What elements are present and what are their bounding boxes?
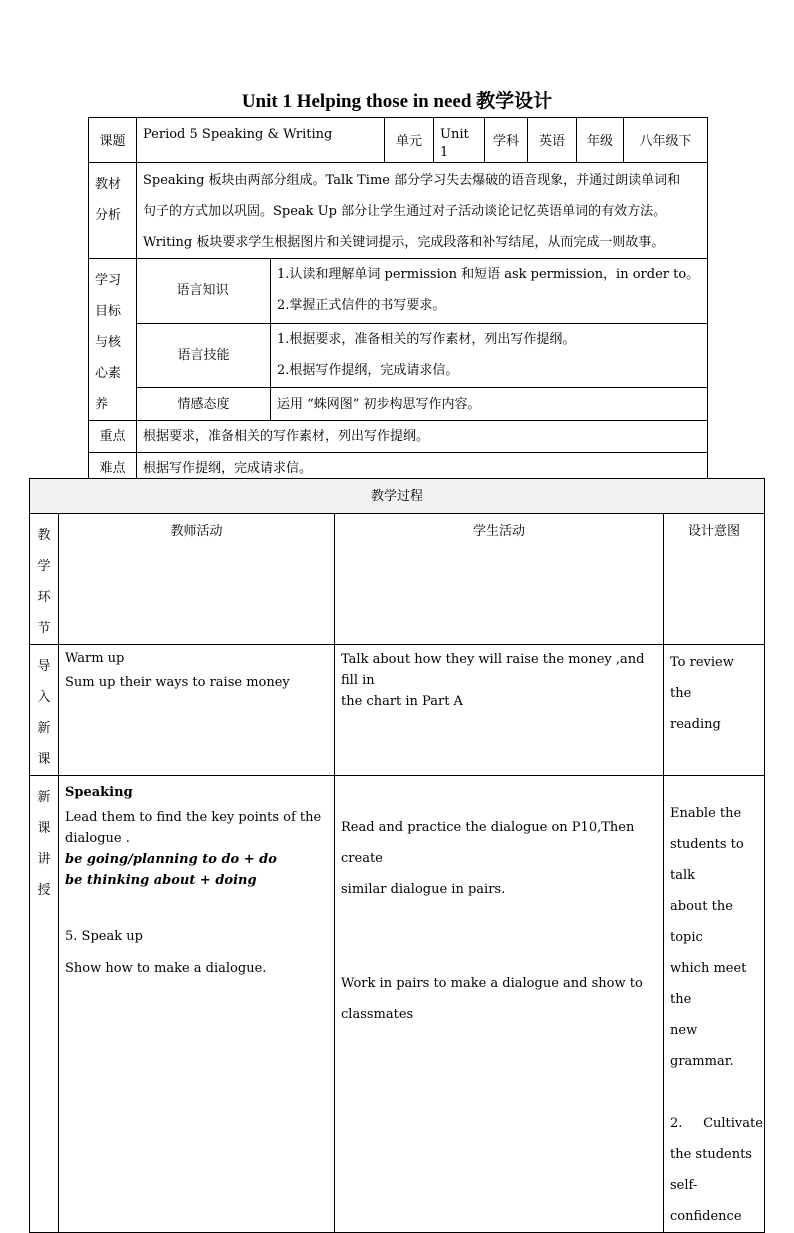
- subject-label: 学科: [485, 118, 528, 163]
- course-info-table: [88, 117, 708, 485]
- teacher-activity-new: Speaking Lead them to find the key points of the dialogue . be going/planning to do + do be thinking about + doing 5. Speak up Show how to make a dialogue.: [59, 776, 335, 1233]
- teacher-column-header: 教师活动: [59, 514, 335, 645]
- intent-column-header: 设计意图: [664, 514, 765, 645]
- grade-label: 年级: [577, 118, 624, 163]
- speaking-heading: Speaking: [65, 785, 133, 800]
- emotion-text: 运用 “蛛网图” 初步构思写作内容。: [271, 388, 708, 421]
- intent-intro: To review the reading: [664, 645, 765, 776]
- intent-new: Enable the students to talk about the topic which meet the new grammar. 2. Cultivate the students self-confidence: [664, 776, 765, 1233]
- stage-column-header: 教 学 环 节: [30, 514, 59, 645]
- emotion-label: 情感态度: [137, 388, 271, 421]
- key-text: 根据要求，准备相关的写作素材，列出写作提纲。: [137, 421, 708, 453]
- difficulty-label: 难点: [89, 453, 137, 485]
- analysis-label: 教材 分析: [89, 163, 137, 259]
- key-label: 重点: [89, 421, 137, 453]
- knowledge-text: 1.认读和理解单词 permission 和短语 ask permission，in order to。 2.掌握正式信件的书写要求。: [271, 259, 708, 324]
- stage-intro: 导 入 新 课: [30, 645, 59, 776]
- knowledge-label: 语言知识: [137, 259, 271, 324]
- page-title: Unit 1 Helping those in need 教学设计: [241, 91, 553, 112]
- student-activity-new: Read and practice the dialogue on P10,Then create similar dialogue in pairs. Work in pairs to make a dialogue and show to classmates: [335, 776, 664, 1233]
- analysis-text: Speaking 板块由两部分组成。Talk Time 部分学习失去爆破的语音现象，并通过朗读单词和 句子的方式加以巩固。Speak Up 部分让学生通过对子活动谈论记忆英语单词的有效方法。 Writing 板块要求学生根据图片和关键词提示，完成段落和补写结尾，从而完成一则故事。: [137, 163, 708, 259]
- student-activity-intro: Talk about how they will raise the money ,and fill in the chart in Part A: [335, 645, 664, 776]
- goals-label: 学习 目标 与核 心素 养: [89, 259, 137, 421]
- process-header: 教学过程: [30, 479, 765, 514]
- difficulty-text: 根据写作提纲，完成请求信。: [137, 453, 708, 485]
- skills-label: 语言技能: [137, 323, 271, 388]
- stage-new-lesson: 新 课 讲 授: [30, 776, 59, 1233]
- course-label: 课题: [89, 118, 137, 163]
- skills-text: 1.根据要求，准备相关的写作素材，列出写作提纲。 2.根据写作提纲，完成请求信。: [271, 323, 708, 388]
- student-column-header: 学生活动: [335, 514, 664, 645]
- unit-value: Unit 1: [434, 118, 485, 163]
- subject-value: 英语: [528, 118, 577, 163]
- teaching-process-table: [29, 478, 765, 1233]
- grade-value: 八年级下: [624, 118, 708, 163]
- unit-label: 单元: [385, 118, 434, 163]
- course-value: Period 5 Speaking & Writing: [137, 118, 385, 163]
- teacher-activity-intro: Warm up Sum up their ways to raise money: [59, 645, 335, 776]
